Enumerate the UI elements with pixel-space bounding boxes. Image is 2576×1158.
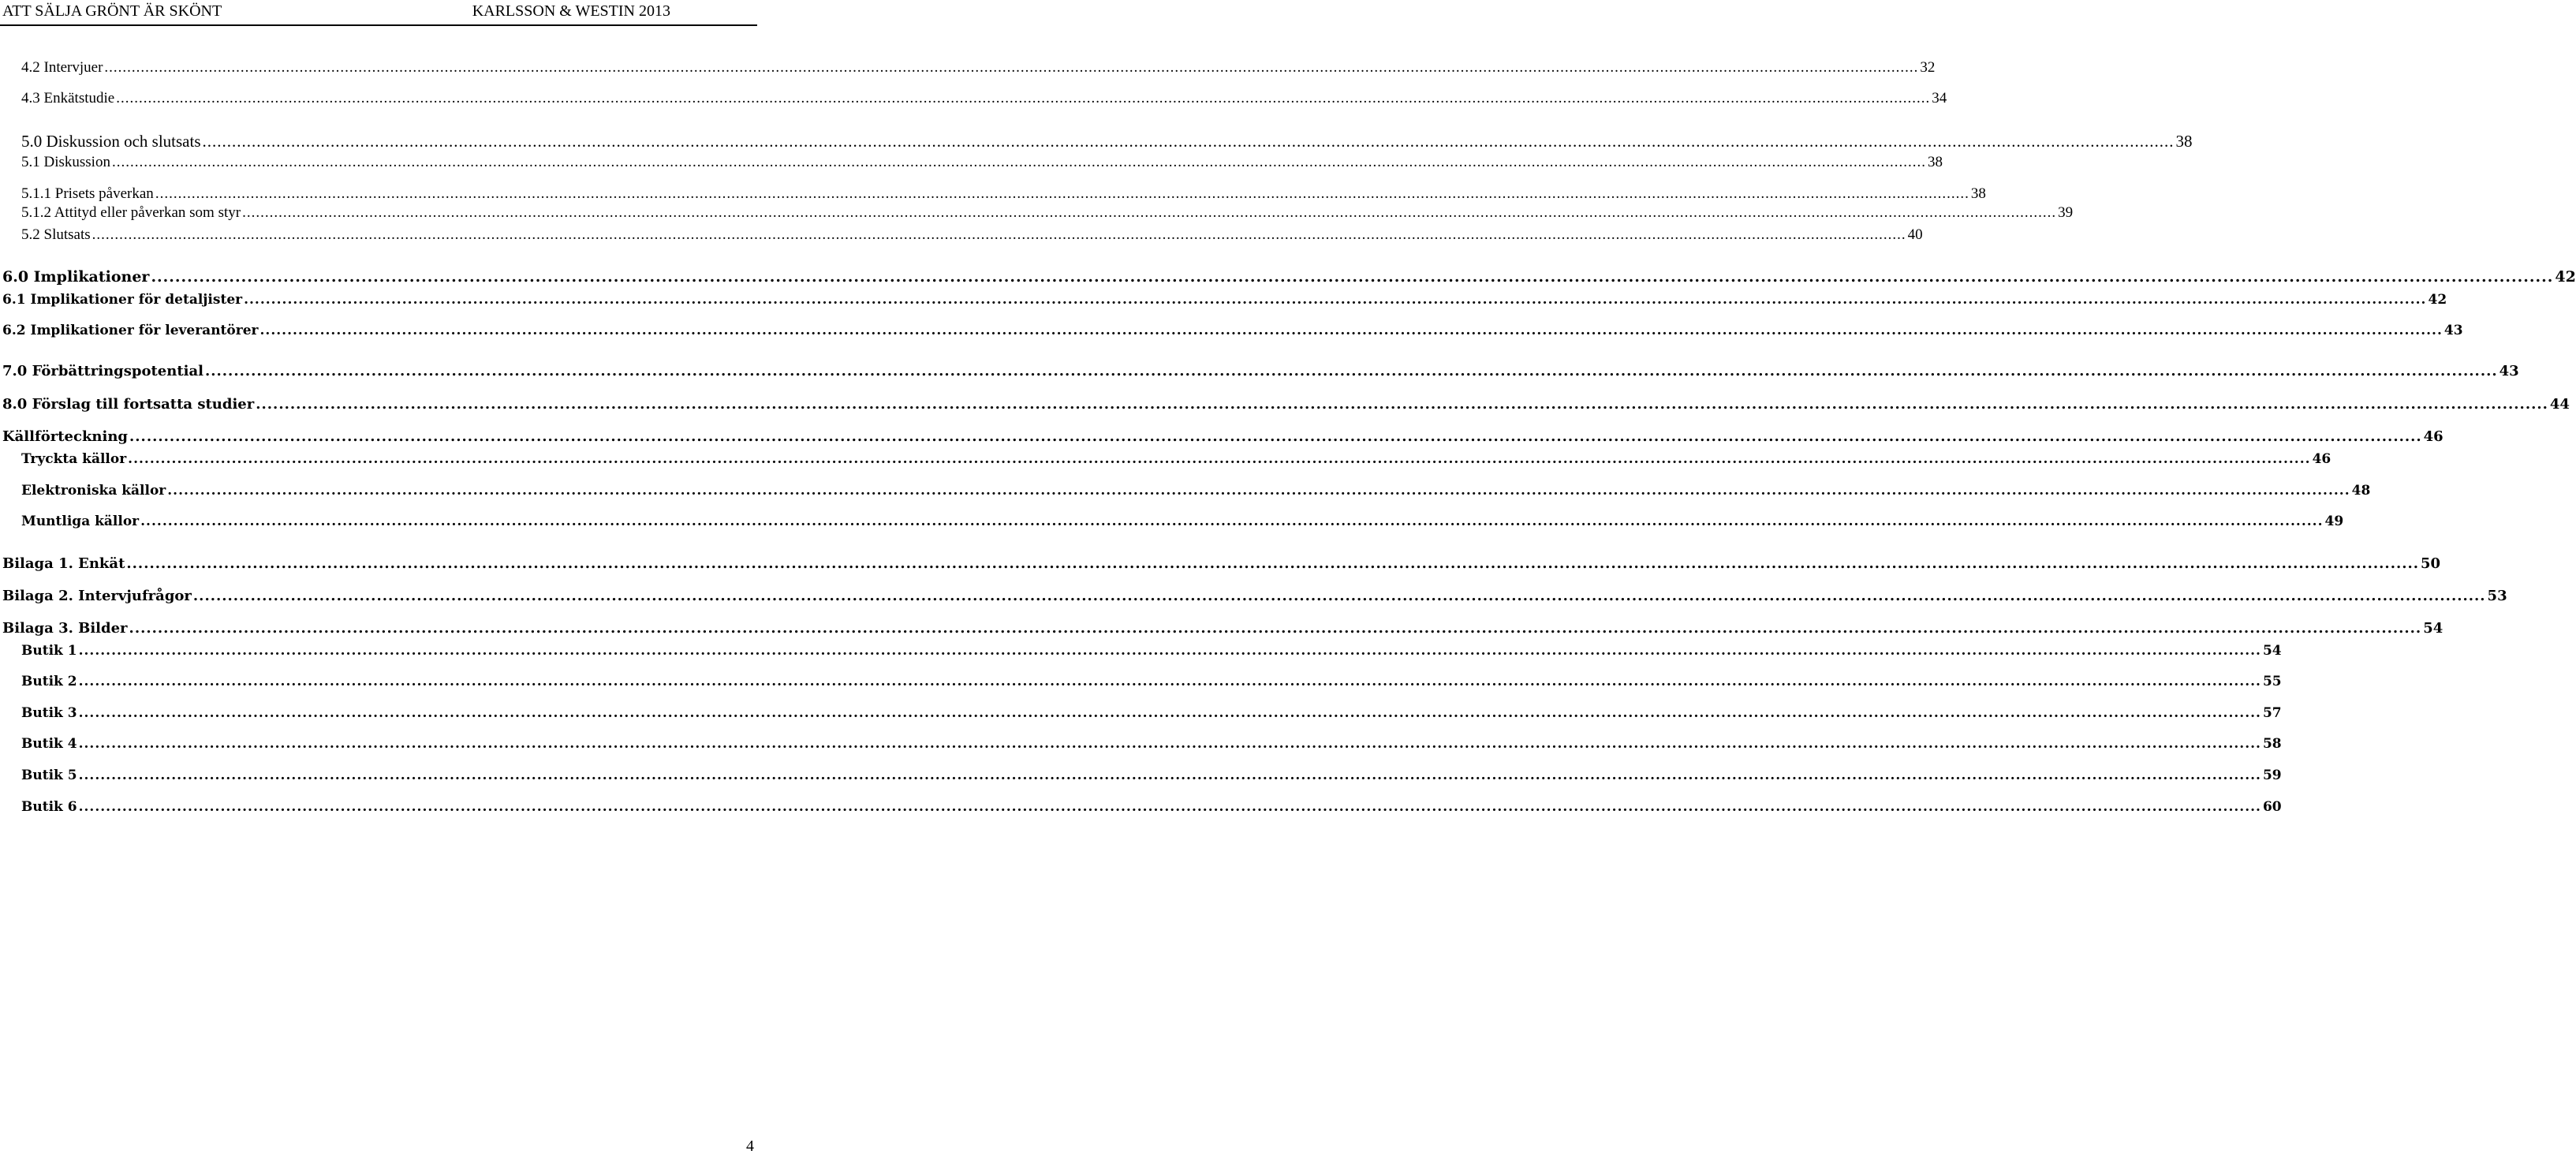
toc-entry-label: Bilaga 2. Intervjufrågor [2, 588, 192, 604]
toc-entry[interactable]: Tryckta källor ................................................................................................................................................................................................................................................................................................................................................................................................................ 46 [21, 451, 2331, 467]
toc-entry[interactable]: 6.2 Implikationer för leverantörer ................................................................................................................................................................................................................................................................................................................................................................................................................ 43 [2, 323, 2463, 338]
toc-entry[interactable]: Butik 2 ................................................................................................................................................................................................................................................................................................................................................................................................................ 55 [21, 674, 2282, 689]
toc-entry-label: 8.0 Förslag till fortsatta studier [2, 396, 255, 413]
toc-entry[interactable]: 5.1.2 Attityd eller påverkan som styr ................................................................................................................................................................................................................................................................................................................................................................................................................ 39 [21, 204, 2074, 221]
toc-entry-page: 34 [1932, 90, 1947, 106]
toc-entry-page: 39 [2058, 204, 2074, 221]
toc-entry-page: 50 [2421, 555, 2441, 572]
toc-entry-label: Tryckta källor [21, 451, 127, 467]
toc-entry-page: 54 [2262, 643, 2282, 659]
toc-entry[interactable]: Elektroniska källor ................................................................................................................................................................................................................................................................................................................................................................................................................ 48 [21, 483, 2371, 499]
toc-entry-page: 58 [2262, 736, 2282, 752]
toc-entry[interactable]: Butik 6 ................................................................................................................................................................................................................................................................................................................................................................................................................ 60 [21, 799, 2282, 815]
toc-entry-label: Bilaga 1. Enkät [2, 555, 125, 572]
toc-entry-label: Elektroniska källor [21, 483, 166, 499]
toc-entry-page: 40 [1907, 226, 1923, 243]
toc-entry-page: 57 [2262, 705, 2282, 721]
toc-entry-label: Butik 5 [21, 768, 77, 783]
toc-entry-label: 5.1.2 Attityd eller påverkan som styr [21, 204, 241, 221]
toc-entry-page: 38 [1927, 154, 1943, 170]
toc-entry-label: 7.0 Förbättringspotential [2, 363, 203, 379]
toc-entry-page: 43 [2499, 363, 2519, 379]
page-number: 4 [746, 1137, 754, 1155]
toc-entry-page: 42 [2555, 268, 2576, 286]
toc-entry[interactable]: 5.1 Diskussion ................................................................................................................................................................................................................................................................................................................................................................................................................ 38 [21, 154, 1943, 170]
toc-entry-label: 4.3 Enkätstudie [21, 90, 115, 106]
toc-entry-label: Butik 3 [21, 705, 77, 721]
toc-entry-page: 43 [2443, 323, 2463, 338]
toc-entry[interactable]: 4.3 Enkätstudie ................................................................................................................................................................................................................................................................................................................................................................................................................ 34 [21, 90, 1947, 106]
toc-entry[interactable]: Bilaga 1. Enkät ................................................................................................................................................................................................................................................................................................................................................................................................................ 50 [2, 555, 2441, 572]
toc-entry-page: 46 [2423, 428, 2443, 445]
toc-entry[interactable]: 5.2 Slutsats ................................................................................................................................................................................................................................................................................................................................................................................................................ 40 [21, 226, 1923, 243]
toc-entry-page: 48 [2351, 483, 2371, 499]
toc-entry[interactable]: 6.1 Implikationer för detaljister ................................................................................................................................................................................................................................................................................................................................................................................................................ 42 [2, 292, 2447, 308]
toc-entry[interactable]: Butik 5 ................................................................................................................................................................................................................................................................................................................................................................................................................ 59 [21, 768, 2282, 783]
toc-entry-page: 32 [1920, 59, 1936, 76]
toc-entry[interactable]: Butik 3 ................................................................................................................................................................................................................................................................................................................................................................................................................ 57 [21, 705, 2282, 721]
toc-entry-page: 60 [2262, 799, 2282, 815]
toc-entry[interactable]: 4.2 Intervjuer ................................................................................................................................................................................................................................................................................................................................................................................................................ 32 [21, 59, 1936, 76]
toc-entry-page: 44 [2549, 396, 2570, 413]
toc-entry[interactable]: 6.0 Implikationer ................................................................................................................................................................................................................................................................................................................................................................................................................ 42 [2, 268, 2576, 286]
toc-entry[interactable]: 5.1.1 Prisets påverkan ................................................................................................................................................................................................................................................................................................................................................................................................................ 38 [21, 185, 1986, 202]
toc-entry-page: 54 [2423, 620, 2443, 637]
toc-entry[interactable]: Muntliga källor ................................................................................................................................................................................................................................................................................................................................................................................................................ 49 [21, 514, 2344, 529]
toc-entry-label: Butik 6 [21, 799, 77, 815]
toc-entry[interactable]: Butik 1 ................................................................................................................................................................................................................................................................................................................................................................................................................ 54 [21, 643, 2282, 659]
toc-entry[interactable]: Källförteckning ................................................................................................................................................................................................................................................................................................................................................................................................................ 46 [2, 428, 2443, 445]
toc-entry[interactable]: Bilaga 3. Bilder ................................................................................................................................................................................................................................................................................................................................................................................................................ 54 [2, 620, 2443, 637]
toc-entry-label: 5.0 Diskussion och slutsats [21, 132, 201, 151]
toc-entry-label: 5.1.1 Prisets påverkan [21, 185, 154, 202]
toc-entry-label: 5.1 Diskussion [21, 154, 110, 170]
toc-entry-label: Källförteckning [2, 428, 129, 445]
toc-entry-page: 42 [2428, 292, 2447, 308]
header-document-title: ATT SÄLJA GRÖNT ÄR SKÖNT [2, 2, 222, 20]
toc-entry[interactable]: 7.0 Förbättringspotential ................................................................................................................................................................................................................................................................................................................................................................................................................ 43 [2, 363, 2519, 379]
toc-entry-label: Butik 2 [21, 674, 77, 689]
toc-entry-label: 6.2 Implikationer för leverantörer [2, 323, 259, 338]
toc-entry-page: 38 [2175, 132, 2193, 151]
toc-entry[interactable]: 5.0 Diskussion och slutsats ................................................................................................................................................................................................................................................................................................................................................................................................................ 38 [21, 132, 2193, 151]
header-authors-year: KARLSSON & WESTIN 2013 [472, 2, 670, 20]
toc-entry-label: 6.0 Implikationer [2, 268, 150, 286]
toc-entry-label: Butik 4 [21, 736, 77, 752]
toc-entry-page: 59 [2262, 768, 2282, 783]
toc-entry-page: 53 [2487, 588, 2507, 604]
toc-entry-label: 6.1 Implikationer för detaljister [2, 292, 243, 308]
toc-entry-label: Butik 1 [21, 643, 77, 659]
toc-entry-page: 46 [2312, 451, 2331, 467]
toc-entry-page: 55 [2262, 674, 2282, 689]
toc-entry-label: Muntliga källor [21, 514, 140, 529]
toc-entry-label: 4.2 Intervjuer [21, 59, 103, 76]
toc-entry[interactable]: Bilaga 2. Intervjufrågor ................................................................................................................................................................................................................................................................................................................................................................................................................ 53 [2, 588, 2507, 604]
toc-entry-page: 38 [1970, 185, 1986, 202]
toc-entry-label: 5.2 Slutsats [21, 226, 91, 243]
toc-entry-page: 49 [2324, 514, 2344, 529]
toc-entry[interactable]: Butik 4 ................................................................................................................................................................................................................................................................................................................................................................................................................ 58 [21, 736, 2282, 752]
toc-entry-label: Bilaga 3. Bilder [2, 620, 128, 637]
toc-entry[interactable]: 8.0 Förslag till fortsatta studier ................................................................................................................................................................................................................................................................................................................................................................................................................ 44 [2, 396, 2570, 413]
